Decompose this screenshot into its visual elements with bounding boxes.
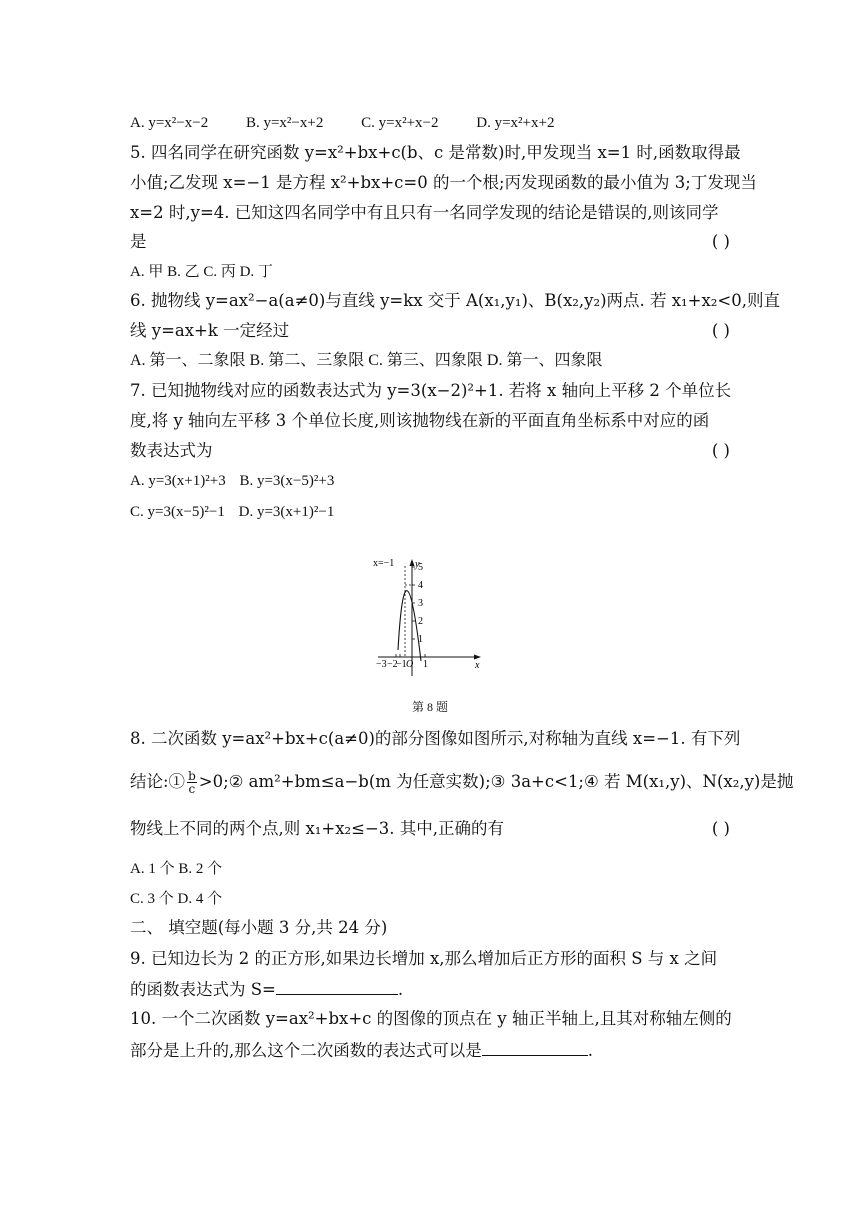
y-tick-5: 5 [418, 562, 423, 573]
y-tick-4: 4 [418, 580, 423, 591]
figure-caption: 第 8 题 [411, 700, 448, 714]
q6-line-2-text: 线 y=ax+k 一定经过 [130, 321, 290, 340]
q5-line-2: 小值;乙发现 x=−1 是方程 x²+bx+c=0 的一个根;丙发现函数的最小值为 3;丁发现当 [130, 173, 757, 192]
y-tick-2: 2 [418, 616, 423, 627]
fraction-denominator: c [188, 782, 196, 796]
y-tick-3: 3 [418, 598, 423, 609]
q10-line-1: 10. 一个二次函数 y=ax²+bx+c 的图像的顶点在 y 轴正半轴上,且其对称轴左侧的 [130, 1009, 732, 1028]
y-axis-label: y [415, 559, 420, 570]
q5-line-1: 5. 四名同学在研究函数 y=x²+bx+c(b、c 是常数)时,甲发现当 x=1 时,函数取得最 [130, 143, 741, 162]
q7-option-d: D. y=3(x+1)²−1 [238, 504, 335, 520]
x-tick-1: 1 [423, 659, 428, 670]
origin-label: O [406, 659, 414, 670]
q7-line-3-text: 数表达式为 [130, 441, 213, 460]
x-axis-label: x [475, 660, 480, 671]
q9-answer-blank[interactable] [276, 978, 398, 995]
x-axis-arrow [474, 655, 481, 660]
fraction-numerator: b [188, 769, 196, 783]
q4-option-c: C. y=x²+x−2 [361, 115, 439, 131]
q8-line-2-suffix: >0;② am²+bm≤a−b(m 为任意实数);③ 3a+c<1;④ 若 M(x₁,y)、N(x₂,y)是抛 [198, 772, 794, 791]
q5-options: A. 甲 B. 乙 C. 丙 D. 丁 [130, 264, 273, 280]
q6-options: A. 第一、二象限 B. 第二、三象限 C. 第三、四象限 D. 第一、四象限 [130, 352, 603, 369]
q8-line-2-prefix: 结论:① [130, 772, 186, 791]
q7-option-a: A. y=3(x+1)²+3 [130, 473, 226, 489]
q4-option-b: B. y=x²−x+2 [245, 115, 324, 131]
q8-answer-bracket: ( ) [711, 819, 730, 838]
q10-line-2 [130, 1039, 730, 1062]
q4-option-a: A. y=x²−x−2 [130, 115, 209, 131]
q6-answer-bracket: ( ) [711, 321, 730, 340]
b-over-c-fraction [187, 770, 197, 795]
q7-answer-bracket: ( ) [711, 441, 730, 460]
q7-line-2: 度,将 y 轴向左平移 3 个单位长度,则该抛物线在新的平面直角坐标系中对应的函 [130, 411, 710, 430]
q10-line-2-prefix: 部分是上升的,那么这个二次函数的表达式可以是 [130, 1041, 482, 1060]
x-tick-neg1: −1 [396, 659, 407, 670]
q5-line-3: x=2 时,y=4. 已知这四名同学中有且只有一名同学发现的结论是错误的,则该同学 [130, 203, 719, 222]
q7-line-3 [130, 440, 730, 462]
q6-line-2 [130, 320, 730, 342]
q7-options-cd [130, 501, 730, 523]
q7-options-ab [130, 470, 730, 492]
q9-line-2-prefix: 的函数表达式为 S= [130, 980, 276, 999]
symmetry-line-label: x=−1 [373, 558, 395, 569]
q8-options-cd: C. 3 个 D. 4 个 [130, 891, 223, 907]
q10-answer-blank[interactable] [482, 1039, 588, 1056]
q4-options [130, 112, 730, 134]
section-2-title: 二、 填空题(每小题 3 分,共 24 分) [130, 918, 388, 937]
q9-line-2 [130, 978, 730, 1001]
q9-line-2-suffix: . [397, 980, 404, 999]
q10-line-2-suffix: . [587, 1041, 593, 1060]
q7-option-c: C. y=3(x−5)²−1 [130, 504, 225, 520]
q9-line-1: 9. 已知边长为 2 的正方形,如果边长增加 x,那么增加后正方形的面积 S 与 x 之间 [130, 949, 718, 968]
q8-options-ab: A. 1 个 B. 2 个 [130, 861, 223, 877]
x-tick-neg2: −2 [387, 659, 398, 670]
q8-line-2 [130, 769, 794, 796]
q8-line-3-text: 物线上不同的两个点,则 x₁+x₂≤−3. 其中,正确的有 [130, 819, 505, 838]
q5-answer-bracket: ( ) [711, 232, 730, 251]
q7-option-b: B. y=3(x−5)²+3 [239, 473, 335, 489]
q6-line-1: 6. 抛物线 y=ax²−a(a≠0)与直线 y=kx 交于 A(x₁,y₁)、B(x₂,y₂)两点. 若 x₁+x₂<0,则直 [130, 291, 780, 310]
q5-line-4 [130, 231, 730, 253]
q7-line-1: 7. 已知抛物线对应的函数表达式为 y=3(x−2)²+1. 若将 x 轴向上平移 2 个单位长 [130, 381, 732, 400]
x-tick-neg3: −3 [376, 659, 387, 670]
q8-parabola-figure [370, 556, 490, 686]
q5-line-4-text: 是 [130, 232, 147, 251]
q8-line-3 [130, 818, 730, 840]
y-tick-1: 1 [418, 634, 423, 645]
q8-line-1: 8. 二次函数 y=ax²+bx+c(a≠0)的部分图像如图所示,对称轴为直线 x=−1. 有下列 [130, 729, 741, 748]
q4-option-d: D. y=x²+x+2 [476, 115, 555, 131]
y-axis-arrow [410, 559, 415, 566]
